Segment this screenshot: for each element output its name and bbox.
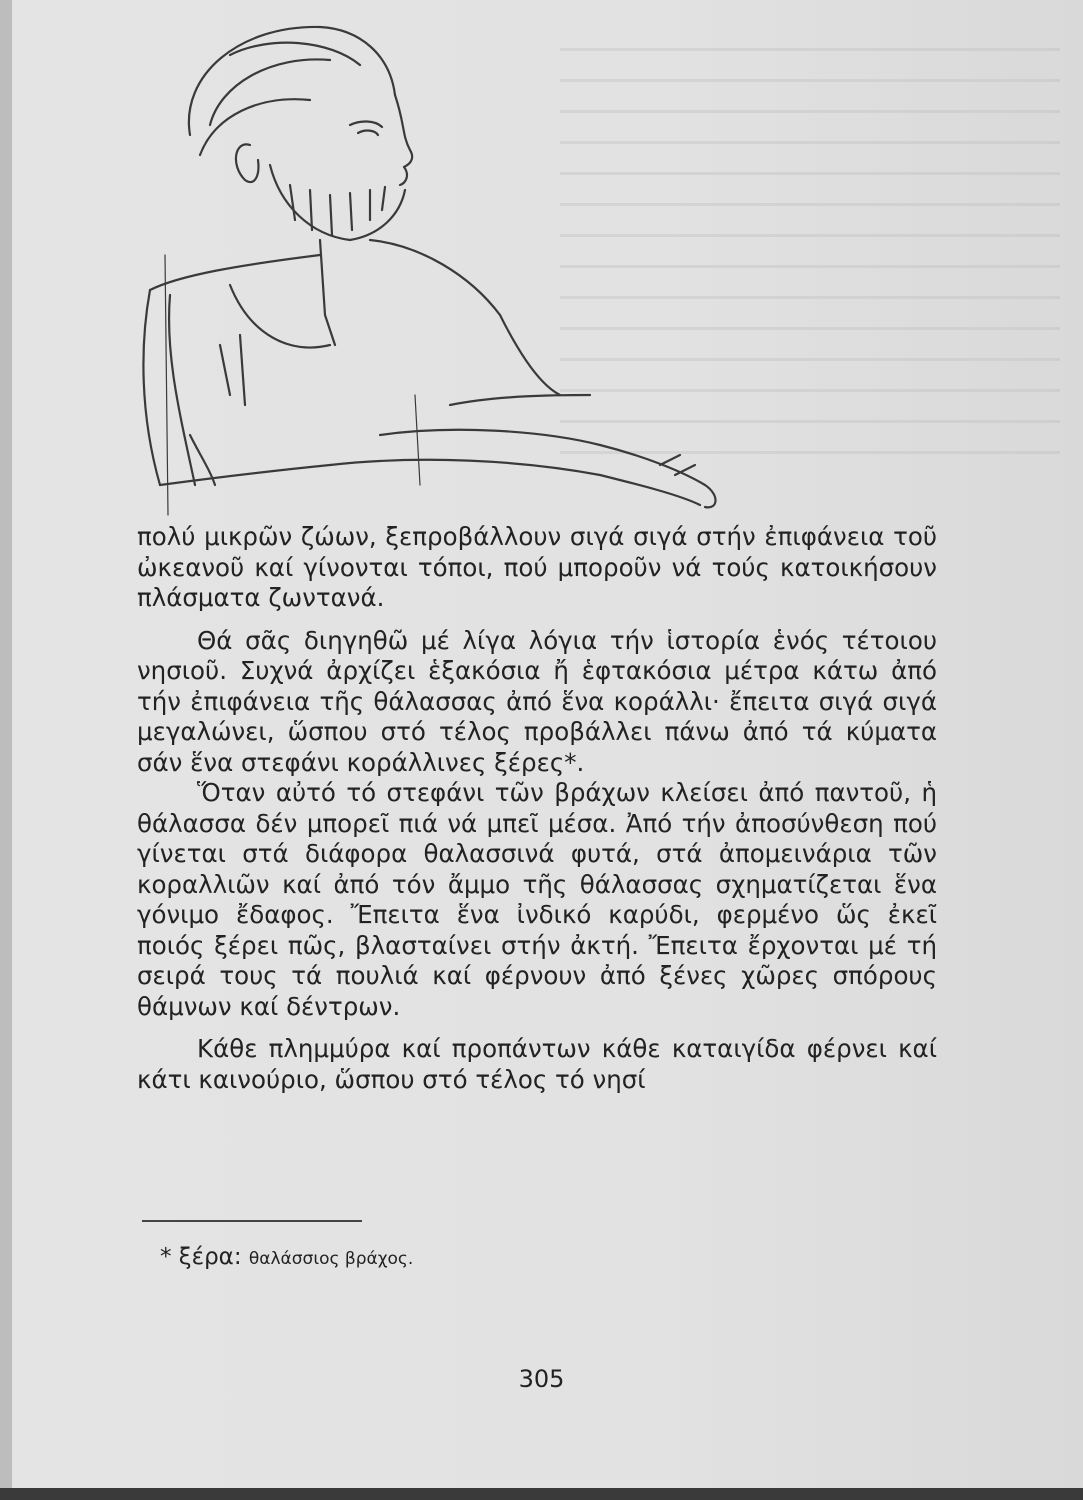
paragraph: Θά σᾶς διηγηθῶ μέ λίγα λόγια τήν ἱστορία ἑνός τέτοιου νησιοῦ. Συχνά ἀρχίζει ἑξακόσια ἤ ἑφτακόσια μέτρα κάτω ἀπό τήν ἐπιφάνεια τῆς θάλασσας ἀπό ἕνα κοράλλι· ἔπειτα σιγά σιγά μεγαλώνει, ὥσπου στό τέλος προβάλλει πάνω ἀπό τά κύματα σάν ἕνα στεφάνι κοράλλινες ξέρες*. xyxy=(137,625,937,777)
bearded-man-sketch-icon xyxy=(120,15,770,535)
footnote xyxy=(160,1244,413,1270)
paragraph: Ὅταν αὐτό τό στεφάνι τῶν βράχων κλείσει ἀπό παντοῦ, ἡ θάλασσα δέν μπορεῖ πιά νά μπεῖ μέσα. Ἀπό τήν ἀποσύνθεση πού γίνεται στά διάφορα θαλασσινά φυτά, στά ἀπομεινάρια τῶν κοραλλιῶν καί ἀπό τόν ἄμμο τῆς θάλασσας σχηματίζεται ἕνα γόνιμο ἔδαφος. Ἔπειτα ἕνα ἰνδικό καρύδι, φερμένο ὥς ἐκεῖ ποιός ξέρει πῶς, βλασταίνει στήν ἀκτή. Ἔπειτα ἔρχονται μέ τή σειρά τους τά πουλιά καί φέρνουν ἀπό ξένες χῶρες σπόρους θάμνων καί δέντρων. xyxy=(137,778,937,1021)
page-number: 305 xyxy=(518,1365,565,1393)
paragraph: Κάθε πλημμύρα καί προπάντων κάθε καταιγίδα φέρνει καί κάτι καινούριο, ὥσπου στό τέλος τό νησί xyxy=(137,1034,937,1094)
footnote-term: * ξέρα: xyxy=(160,1244,242,1270)
body-text xyxy=(137,522,937,1095)
footnote-gloss: θαλάσσιος βράχος. xyxy=(248,1249,414,1269)
page-spine xyxy=(0,0,12,1500)
scan-edge xyxy=(0,1488,1083,1500)
footnote-divider xyxy=(142,1220,362,1222)
paragraph: πολύ μικρῶν ζώων, ξεπροβάλλουν σιγά σιγά στήν ἐπιφάνεια τοῦ ὠκεανοῦ καί γίνονται τόποι, πού μποροῦν νά τούς κατοικήσουν πλάσματα ζωντανά. xyxy=(137,522,937,612)
